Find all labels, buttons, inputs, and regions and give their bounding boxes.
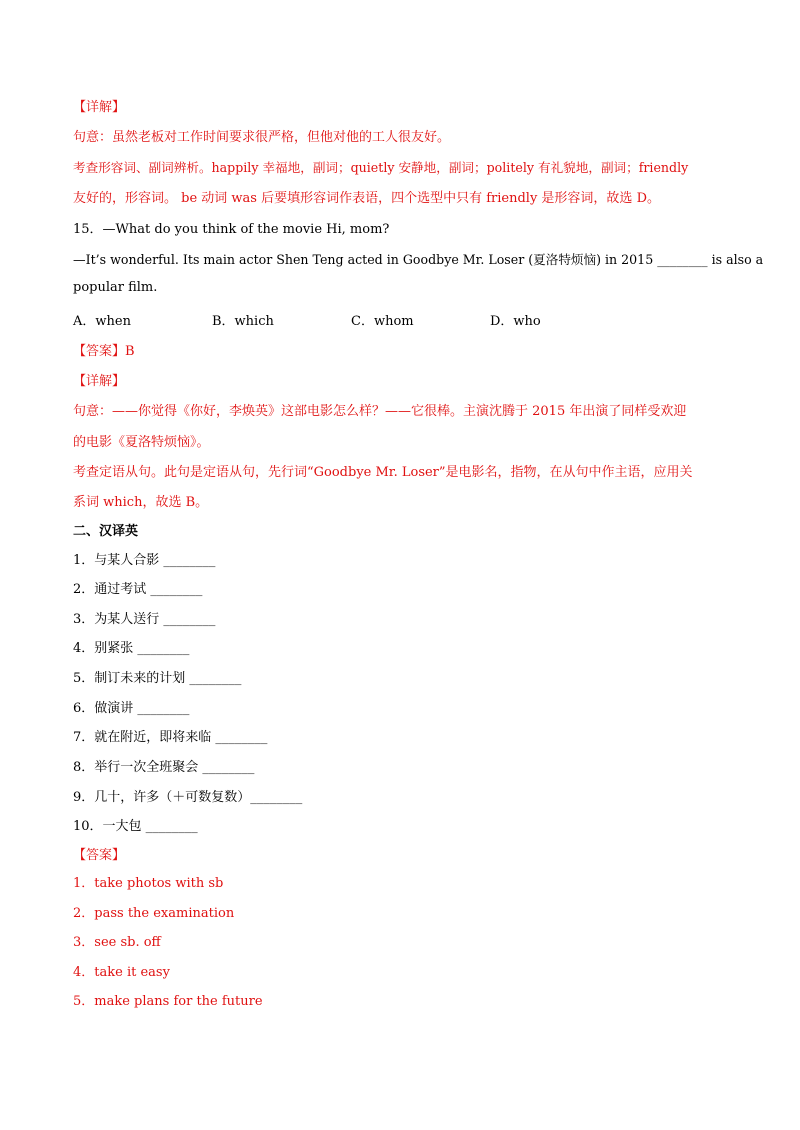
q15-answer: 【答案】B [73,344,135,359]
q15-option-a: A．when [73,314,131,329]
part2-item-6: 6．做演讲 ________ [73,701,190,716]
part2-answer-5: 5．make plans for the future [73,994,263,1009]
part2-answer-3: 3．see sb. off [73,935,161,950]
part2-item-2: 2．通过考试 ________ [73,582,203,597]
part2-answer-4: 4．take it easy [73,965,170,980]
q15-meaning-line2: 的电影《夏洛特烦恼》。 [73,435,210,450]
q14-analysis-line2: 友好的，形容词。 be 动词 was 后要填形容词作表语，四个选型中只有 friendly 是形容词，故选 D。 [73,191,660,206]
q15-option-d: D．who [490,314,541,329]
q15-detail-label: 【详解】 [73,374,126,389]
q15-question: 15．—What do you think of the movie Hi, mom? [73,222,390,237]
part2-answer-label: 【答案】 [73,848,126,863]
part2-item-9: 9．几十，许多（＋可数复数）________ [73,790,303,805]
q14-detail-label: 【详解】 [73,100,126,115]
part2-answer-1: 1．take photos with sb [73,876,224,891]
part2-title: 二、汉译英 [73,524,139,539]
q15-option-b: B．which [212,314,274,329]
part2-item-4: 4．别紧张 ________ [73,641,190,656]
part2-answer-2: 2．pass the examination [73,906,235,921]
part2-item-3: 3．为某人送行 ________ [73,612,216,627]
q14-analysis-line1: 考查形容词、副词辨析。happily 幸福地，副词；quietly 安静地，副词；politely 有礼貌地，副词；friendly [73,160,689,175]
part2-item-1: 1．与某人合影 ________ [73,553,216,568]
q15-option-c: C．whom [351,314,414,329]
q15-analysis-line1: 考查定语从句。此句是定语从句，先行词“Goodbye Mr. Loser”是电影名，指物，在从句中作主语，应用关 [73,465,693,480]
part2-item-8: 8．举行一次全班聚会 ________ [73,760,255,775]
q15-meaning-line1: 句意：——你觉得《你好，李焕英》这部电影怎么样？——它很棒。主演沈腾于 2015 年出演了同样受欢迎 [73,404,687,419]
part2-item-7: 7．就在附近，即将来临 ________ [73,730,268,745]
q15-analysis-line2: 系词 which，故选 B。 [73,495,209,510]
q15-line2: —It’s wonderful. Its main actor Shen Teng acted in Goodbye Mr. Loser (夏洛特烦恼) in 2015 ________ is also a [73,252,764,267]
part2-item-5: 5．制订未来的计划 ________ [73,671,242,686]
q14-meaning: 句意：虽然老板对工作时间要求很严格，但他对他的工人很友好。 [73,130,451,145]
part2-item-10: 10．一大包 ________ [73,819,198,834]
q15-line3: popular film. [73,280,158,295]
